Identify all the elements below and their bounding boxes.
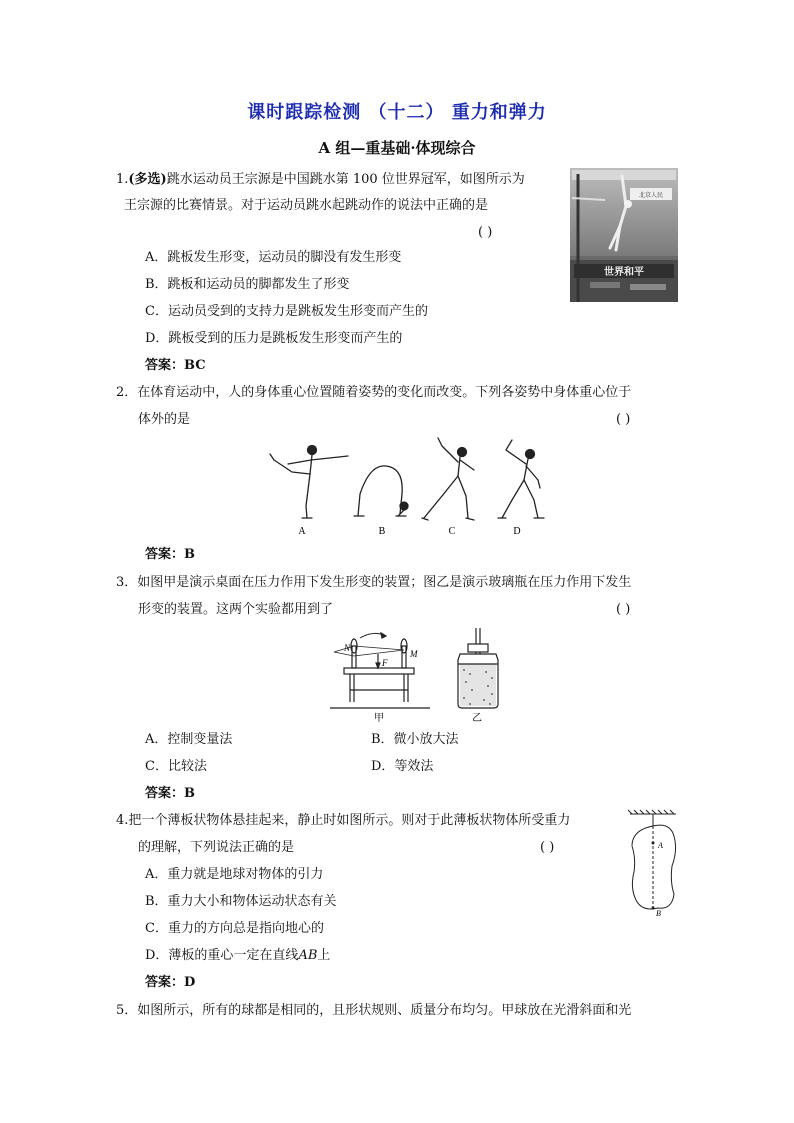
hanging-plate-figure	[620, 808, 684, 918]
q2-line2: 体外的是	[138, 412, 191, 427]
q4-option-d	[145, 948, 330, 964]
label-m: M	[410, 649, 418, 659]
q4-option-d-line-ab: AB	[298, 948, 318, 963]
q3-option-b: B．微小放大法	[371, 732, 459, 747]
photo-sign-text: 北京人民	[638, 193, 664, 199]
figure-label-c: C	[448, 526, 456, 537]
figure-label-a: A	[298, 526, 306, 537]
diver-photo	[570, 168, 678, 302]
section-subtitle: A 组—重基础·体现综合	[318, 139, 476, 157]
bottle-apparatus	[458, 628, 498, 708]
q4-option-a: A．重力就是地球对物体的引力	[145, 867, 324, 882]
photo-banner-text: 世界和平	[604, 267, 644, 278]
q4-option-b: B．重力大小和物体运动状态有关	[145, 894, 337, 909]
q3-option-d: D．等效法	[371, 759, 434, 774]
label-jia: 甲	[374, 713, 384, 724]
q4-line1: 4.把一个薄板状物体悬挂起来，静止时如图所示。则对于此薄板状物体所受重力	[116, 813, 571, 828]
figure-a	[270, 446, 348, 519]
label-f: F	[382, 658, 388, 668]
figure-b	[354, 466, 408, 516]
q3-paren: ( )	[616, 602, 631, 617]
q4-option-d-text: D．薄板的重心一定在直线	[145, 948, 299, 963]
q1-option-b: B．跳板和运动员的脚都发生了形变	[145, 277, 350, 292]
page-title: 课时跟踪检测 （十二） 重力和弹力	[247, 102, 547, 123]
q2-paren: ( )	[616, 412, 631, 427]
q1-line2: 王宗源的比赛情景。对于运动员跳水起跳动作的说法中正确的是	[124, 198, 489, 213]
q5-line1: 5．如图所示，所有的球都是相同的，且形状规则、质量分布均匀。甲球放在光滑斜面和光	[116, 1003, 632, 1018]
apparatus-figures	[330, 624, 530, 724]
q1-answer: 答案：BC	[145, 358, 206, 373]
q1-paren: ( )	[478, 225, 493, 240]
q4-paren: ( )	[540, 840, 555, 855]
q2-answer: 答案：B	[145, 547, 195, 562]
q4-option-c: C．重力的方向总是指向地心的	[145, 921, 324, 936]
posture-figures	[262, 436, 562, 540]
q4-answer: 答案：D	[145, 975, 196, 990]
q3-option-a: A．控制变量法	[145, 732, 233, 747]
figure-c	[422, 438, 474, 520]
q1-line1	[116, 172, 525, 188]
q3-line1: 3．如图甲是演示桌面在压力作用下发生形变的装置；图乙是演示玻璃瓶在压力作用下发生	[116, 575, 632, 590]
q1-number: 1.	[116, 172, 129, 187]
q1-tag: (多选)	[128, 172, 167, 187]
q1-option-a: A．跳板发生形变，运动员的脚没有发生形变	[145, 250, 402, 265]
label-n: N	[344, 643, 351, 653]
q1-option-c: C．运动员受到的支持力是跳板发生形变而产生的	[145, 304, 428, 319]
label-b: B	[656, 909, 661, 918]
figure-label-d: D	[513, 526, 521, 537]
q1-option-d: D．跳板受到的压力是跳板发生形变而产生的	[145, 331, 403, 346]
q3-answer: 答案：B	[145, 786, 195, 801]
q3-option-c: C．比较法	[145, 759, 207, 774]
label-yi: 乙	[472, 713, 482, 724]
label-a: A	[658, 841, 663, 850]
q4-line2: 的理解，下列说法正确的是	[138, 840, 295, 855]
figure-d	[498, 440, 544, 518]
q1-text: 跳水运动员王宗源是中国跳水第 100 位世界冠军，如图所示为	[166, 172, 525, 187]
figure-label-b: B	[378, 526, 386, 537]
q4-option-d-suffix: 上	[317, 948, 331, 963]
q3-line2: 形变的装置。这两个实验都用到了	[138, 602, 334, 617]
q2-line1: 2．在体育运动中，人的身体重心位置随着姿势的变化而改变。下列各姿势中身体重心位于	[116, 385, 632, 400]
